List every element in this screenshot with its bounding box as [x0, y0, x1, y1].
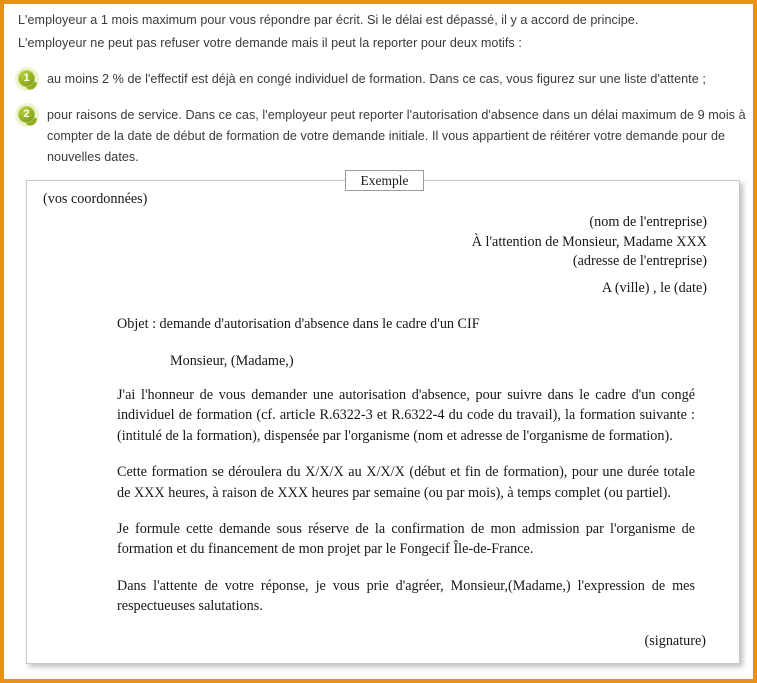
letter-salutation: Monsieur, (Madame,) [170, 353, 294, 369]
letter-recipient-block [472, 213, 707, 272]
sample-letter-content [27, 181, 739, 663]
badge-number-2-label: 2 [23, 108, 30, 120]
notice-lead-line-1: L'employeur a 1 mois maximum pour vous répondre par écrit. Si le délai est dépassé, il y a accord de principe. [18, 13, 639, 27]
example-tab-label: Exemple [345, 170, 424, 191]
notice-bullet-2-text: pour raisons de service. Dans ce cas, l'employeur peut reporter l'autorisation d'absence dans un délai maximum de 9 mois à compter de la date de début de formation de votre demande initiale. Il vous appartient de réitérer votre demande pour de nouvelles dates. [47, 108, 746, 164]
letter-recipient-attention-line: À l'attention de Monsieur, Madame XXX [471, 233, 707, 250]
number-badge-2-icon [18, 106, 37, 125]
letter-paragraph-3: Je formule cette demande sous réserve de la confirmation de mon admission par l'organisme de formation et du financement de mon projet par le Fongecif Île-de-France. [117, 521, 695, 558]
letter-recipient-company-address: (adresse de l'entreprise) [572, 253, 707, 269]
letter-recipient-company-name: (nom de l'entreprise) [589, 214, 707, 230]
letter-paragraph-4: Dans l'attente de votre réponse, je vous prie d'agréer, Monsieur,(Madame,) l'expression de mes respectueuses salutations. [117, 577, 695, 615]
letter-place-and-date: A (ville) , le (date) [601, 280, 707, 296]
letter-signature-placeholder: (signature) [644, 633, 706, 649]
letter-paragraph-1: J'ai l'honneur de vous demander une autorisation d'absence, pour suivre dans le cadre d'un congé individuel de formation (cf. article R.6322-3 et R.6322-4 du code du travail), la formation suivante : (intitulé de la formation), dispensée par l'organisme (nom et adresse de l'organisme de formation). [117, 387, 695, 444]
letter-paragraph-2: Cette formation se déroulera du X/X/X au X/X/X (début et fin de formation), pour une durée totale de XXX heures, à raison de XXX heures par semaine (ou par mois), à temps complet (ou partiel). [117, 464, 695, 501]
number-badge-1-icon [18, 70, 37, 89]
sample-letter-box [26, 180, 740, 664]
letter-subject-line: Objet : demande d'autorisation d'absence dans le cadre d'un CIF [117, 316, 480, 332]
badge-number-1-label: 1 [23, 72, 30, 84]
letter-sender-coordinates: (vos coordonnées) [43, 191, 148, 207]
notice-lead-line-2: L'employeur ne peut pas refuser votre demande mais il peut la reporter pour deux motifs : [18, 36, 522, 50]
notice-bullet-1 [18, 69, 748, 90]
letter-body [117, 385, 695, 617]
notice-block [18, 10, 748, 168]
notice-bullet-2 [18, 105, 748, 168]
notice-bullet-1-text: au moins 2 % de l'effectif est déjà en congé individuel de formation. Dans ce cas, vous figurez sur une liste d'attente ; [47, 72, 706, 86]
